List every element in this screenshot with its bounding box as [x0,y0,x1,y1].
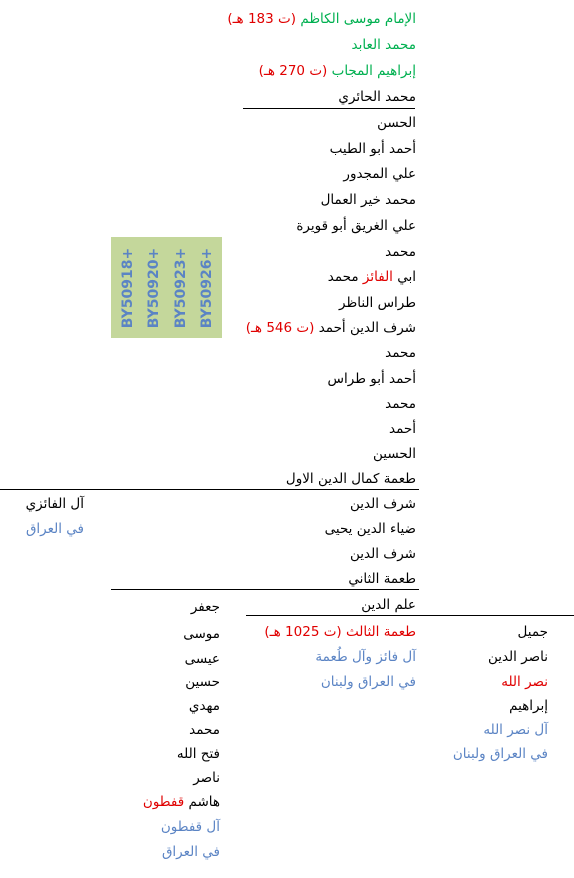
imam-musa-kazim [227,10,416,28]
muhammad-haeri: محمد الحائري [338,89,416,105]
al-faizi-place: في العراق [25,521,84,537]
lineage-name: الحسين [373,446,416,462]
tu3ma-third-death: (ت 1025 هـ) [264,624,342,640]
haplogroup-label: BY50918+ [120,247,136,328]
sharaf-ahmad-death: (ت 546 هـ) [245,320,315,336]
left-lineage-name: جعفر [190,599,220,615]
right-ibrahim: إبراهيم [509,698,548,714]
faiz-label: الفائز [362,269,393,285]
taras-nazir: طراس الناظر [339,295,416,311]
lineage-name: أحمد [389,421,416,437]
left-lineage-name: حسين [185,674,220,690]
sharaf-ahmad-name: شرف الدين أحمد [318,320,416,336]
lineage-name: شرف الدين [349,496,416,512]
sharaf-ahmad [246,319,416,337]
left-lineage-name: موسى [183,626,220,642]
haplogroup-label: BY50920+ [146,247,162,328]
lineage-name: محمد [385,396,416,412]
center-place: في العراق ولبنان [320,674,416,690]
al-qaftun: آل قفطون [160,819,220,835]
lineage-name: أحمد أبو الطيب [329,141,416,157]
ibrahim-name: إبراهيم المجاب [331,63,416,79]
lineage-name: علي المجدور [343,166,416,182]
right-lineage-name: جميل [517,624,548,640]
left-lineage-name: ناصر [193,770,220,786]
branch-line-1 [243,108,415,109]
tu3ma-third-name: طعمة الثالث [345,624,416,640]
lineage-name: محمد [385,345,416,361]
abi-faiz-post: محمد [327,269,359,285]
left-lineage-name: عيسى [184,651,220,667]
imam-death: (ت 183 هـ) [227,11,297,27]
lineage-name: محمد [385,244,416,260]
tu3ma-third [264,623,416,641]
abi-prefix: ابي [397,269,416,285]
right-place: في العراق ولبنان [452,746,548,762]
imam-name: الإمام موسى الكاظم [300,11,416,27]
haplogroup-col [194,237,220,338]
branch-line-2 [0,489,419,490]
lineage-name: محمد خير العمال [320,192,416,208]
left-lineage-name: محمد [189,722,220,738]
ibrahim-mujab [259,62,416,80]
hashim-name: هاشم [188,794,220,810]
nasrallah: نصر الله [501,674,548,690]
left-lineage-name: مهدي [188,698,220,714]
branch-line-3 [111,589,419,590]
lineage-name: طعمة كمال الدين الاول [285,471,416,487]
lineage-name: شرف الدين [349,546,416,562]
lineage-name: علم الدين [361,597,416,613]
abi-faiz-muhammad [328,268,416,286]
hashim-qaftun [143,793,220,811]
qaftun-surname: قفطون [142,794,185,810]
al-faiz-al-tu3ma: آل فائز وآل طُعمة [315,649,416,665]
muhammad-abid: محمد العابد [351,37,416,53]
branch-line-4 [246,615,574,616]
lineage-name: أحمد أبو طراس [327,371,416,387]
left-place: في العراق [161,844,220,860]
haplogroup-col [141,237,167,338]
lineage-name: الحسن [377,115,416,131]
al-nasrallah: آل نصر الله [483,722,548,738]
left-lineage-name: فتح الله [176,746,220,762]
haplogroup-label: BY50923+ [173,247,189,328]
lineage-name: علي الغريق أبو قويرة [296,218,416,234]
lineage-name: ضياء الدين يحيى [324,521,416,537]
haplogroup-box [111,237,222,338]
haplogroup-label: BY50926+ [199,247,215,328]
ibrahim-death: (ت 270 هـ) [258,63,328,79]
right-lineage-name: ناصر الدين [487,649,548,665]
al-faizi: آل الفائزي [25,496,84,512]
lineage-name: طعمة الثاني [348,571,416,587]
haplogroup-col [115,237,141,338]
haplogroup-col [168,237,194,338]
